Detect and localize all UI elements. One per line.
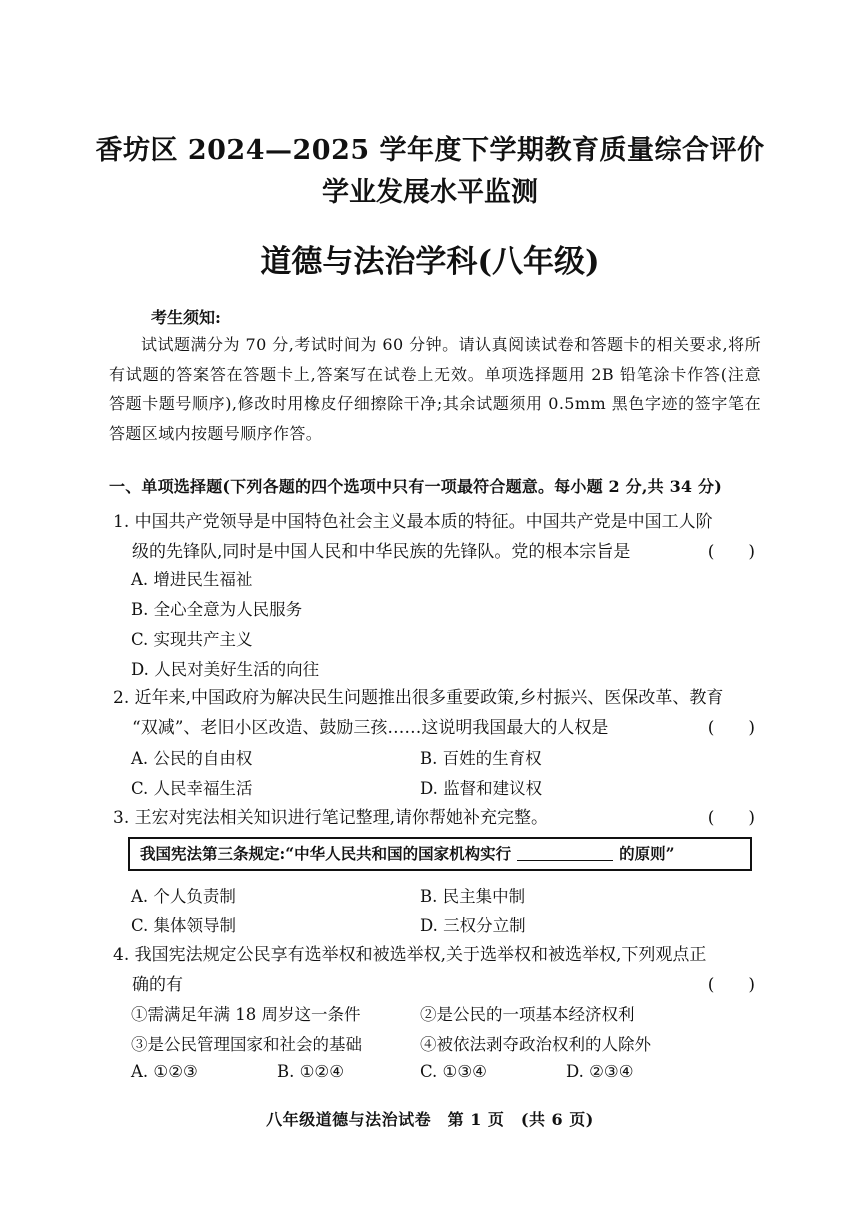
statement-1: ①需满足年满 18 周岁这一条件 bbox=[131, 1005, 361, 1024]
question-3-line1 bbox=[113, 803, 763, 833]
question-1-text: 级的先锋队,同时是中国人民和中华民族的先锋队。党的根本宗旨是 bbox=[132, 542, 631, 562]
option-4d: D. ②③④ bbox=[566, 1062, 634, 1081]
answer-paren: ( ) bbox=[707, 542, 755, 562]
statement-2: ②是公民的一项基本经济权利 bbox=[420, 1005, 635, 1024]
answer-paren: ( ) bbox=[707, 718, 755, 738]
option-4c: C. ①③④ bbox=[420, 1062, 487, 1081]
question-3-text: 3. 王宏对宪法相关知识进行笔记整理,请你帮她补充完整。 bbox=[113, 808, 549, 828]
option-4a: A. ①②③ bbox=[131, 1062, 198, 1081]
question-2-text: “双减”、老旧小区改造、鼓励三孩……这说明我国最大的人权是 bbox=[132, 718, 609, 738]
note-box-text-before: 我国宪法第三条规定:“中华人民共和国的国家机构实行 bbox=[140, 844, 512, 863]
option-3d: D. 三权分立制 bbox=[420, 916, 526, 935]
option-2d: D. 监督和建议权 bbox=[420, 779, 543, 798]
fill-blank bbox=[517, 842, 613, 861]
answer-paren: ( ) bbox=[707, 975, 755, 995]
page-footer: 八年级道德与法治试卷 第 1 页 (共 6 页) bbox=[266, 1110, 594, 1129]
option-1c: C. 实现共产主义 bbox=[131, 630, 253, 649]
option-3b: B. 民主集中制 bbox=[420, 887, 526, 906]
option-1a: A. 增进民生福祉 bbox=[131, 570, 253, 589]
question-4-line1: 4. 我国宪法规定公民享有选举权和被选举权,关于选举权和被选举权,下列观点正 bbox=[113, 945, 707, 965]
option-2c: C. 人民幸福生活 bbox=[131, 779, 253, 798]
option-4b: B. ①②④ bbox=[277, 1062, 344, 1081]
question-4-line2 bbox=[113, 970, 763, 1000]
option-1b: B. 全心全意为人民服务 bbox=[131, 600, 303, 619]
option-2a: A. 公民的自由权 bbox=[131, 749, 253, 768]
notice-body: 试试题满分为 70 分,考试时间为 60 分钟。请认真阅读试卷和答题卡的相关要求,将所有试题的答案答在答题卡上,答案写在试卷上无效。单项选择题用 2B 铅笔涂卡作答(注意答题卡题号顺序),修改时用橡皮仔细擦除干净;其余试题须用 0.5mm 黑色字迹的签字笔在答题区域内按题号顺序作答。 bbox=[109, 335, 761, 443]
statement-3: ③是公民管理国家和社会的基础 bbox=[131, 1035, 362, 1054]
exam-title: 香坊区 2024—2025 学年度下学期教育质量综合评价 bbox=[95, 135, 765, 166]
note-box-text-after: 的原则” bbox=[619, 844, 675, 863]
statement-4: ④被依法剥夺政治权利的人除外 bbox=[420, 1035, 651, 1054]
question-1-line2 bbox=[113, 537, 763, 567]
note-box bbox=[128, 837, 752, 871]
question-1-line1: 1. 中国共产党领导是中国特色社会主义最本质的特征。中国共产党是中国工人阶 bbox=[113, 512, 713, 532]
option-1d: D. 人民对美好生活的向往 bbox=[131, 660, 320, 679]
question-2 bbox=[113, 683, 763, 743]
question-4 bbox=[113, 940, 763, 1000]
section-heading: 一、单项选择题(下列各题的四个选项中只有一项最符合题意。每小题 2 分,共 34 分) bbox=[109, 477, 722, 496]
option-3c: C. 集体领导制 bbox=[131, 916, 237, 935]
question-4-text: 确的有 bbox=[132, 975, 183, 995]
exam-subtitle: 学业发展水平监测 bbox=[322, 177, 538, 208]
question-2-line1: 2. 近年来,中国政府为解决民生问题推出很多重要政策,乡村振兴、医保改革、教育 bbox=[113, 688, 724, 708]
notice-heading: 考生须知: bbox=[151, 308, 221, 327]
option-3a: A. 个人负责制 bbox=[131, 887, 236, 906]
option-2b: B. 百姓的生育权 bbox=[420, 749, 542, 768]
question-3 bbox=[113, 803, 763, 833]
subject-title: 道德与法治学科(八年级) bbox=[260, 244, 600, 280]
question-2-line2 bbox=[113, 713, 763, 743]
answer-paren: ( ) bbox=[707, 808, 755, 828]
question-1 bbox=[113, 507, 763, 567]
